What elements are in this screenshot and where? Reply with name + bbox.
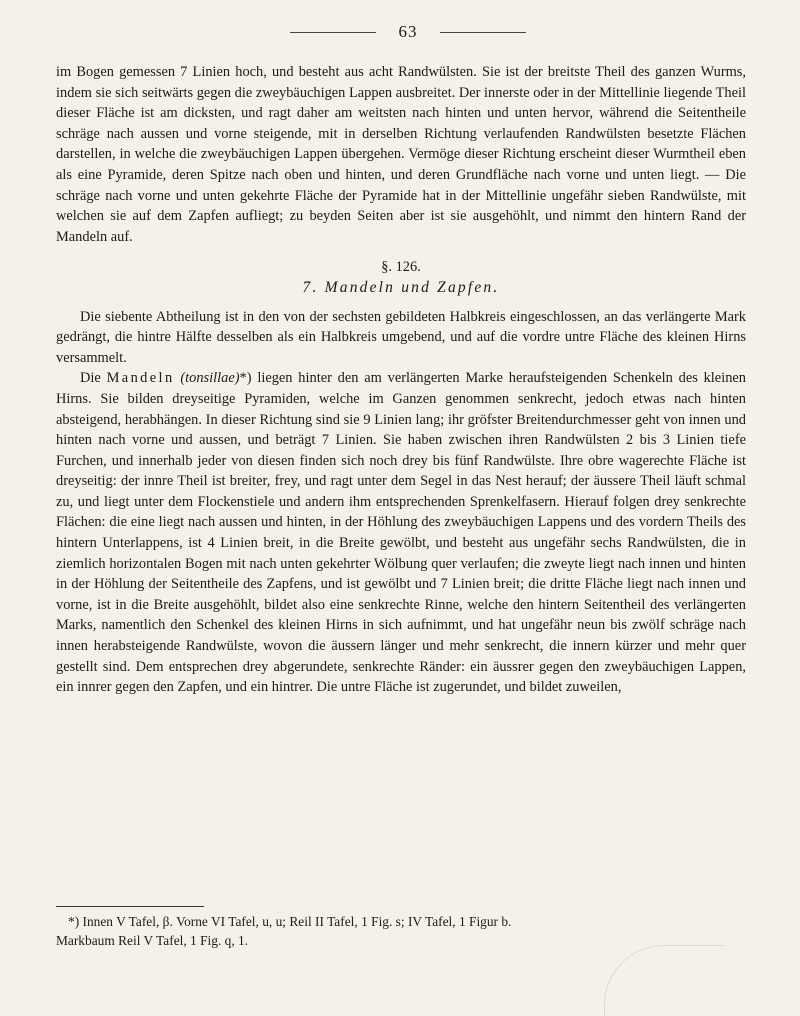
footnote-line-1: *) Innen V Tafel, β. Vorne VI Tafel, u, u; Reil II Tafel, 1 Fig. s; IV Tafel, 1 Figur b. [68,914,512,929]
paper-stain [604,945,725,1016]
paragraph-mandeln-body: *) liegen hinter den am verlängerten Marke heraufsteigenden Schenkeln des kleinen Hirns. Sie bilden dreyseitige Pyramiden, welche im Ganzen genommen senkrecht, jedoch etwas nach hinten absteigend, herabhängen. In dieser Richtung sind sie 9 Linien lang; ihr gröfster Breitendurchmesser geht von innen und hinten nach vorne und aussen, und beträgt 7 Linien. Sie haben zwischen ihren Randwülsten 2 bis 3 Linien tiefe Furchen, und innerhalb jeder von diesen finden sich noch drey bis fünf Randwülste. Ihre obre wagerechte Fläche ist dreyseitig: der innre Theil ist breiter, frey, und ragt unter dem Segel in das Nest herauf; der äussere Theil läuft schmal zu, und liegt unter dem Flockenstiele und andern ihm entsprechenden Sprenkelfasern. Hierauf folgen drey senkrechte Flächen: die eine liegt nach aussen und hinten, in der Höhlung des zweybäuchigen Lappens und des vordern Theils des hintern Unterlappens, ist 4 Linien breit, in die Breite gewölbt, und besteht aus ungefähr sechs Randwülsten, die in ziemlich horizontalen Bogen mit nach unten gekehrter Wölbung quer verlaufen; die zweyte liegt nach innen und hinten in der Höhlung der Seitentheile des Zapfens, und ist gewölbt und 7 Linien breit; die dritte Fläche liegt nach innen und vorne, ist in die Breite ausgehöhlt, bildet also eine senkrechte Rinne, welche den hintern Seitentheil des verlängerten Marks, namentlich den Schenkel des kleinen Hirns in sich aufnimmt, und hat ungefähr neun bis zwölf schräge nach innen herabsteigende Randwülste, wovon die äussern länger und mehr senkrecht, die innern kürzer und mehr quer gestellt sind. Dem entsprechen drey abgerundete, senkrechte Ränder: ein äussrer gegen den zweybäuchigen Lappen, ein innrer gegen den Zapfen, und ein hintrer. Die untre Fläche ist zugerundet, und bildet zuweilen, [56,370,746,696]
term-mandeln: Mandeln [106,370,175,387]
section-number: §. 126. [381,259,421,276]
paragraph-continuation: im Bogen gemessen 7 Linien hoch, und besteht aus acht Randwülsten. Sie ist der breitste Theil des ganzen Wurms, indem sie sich seitwärts gegen die zweybäuchigen Lappen ausbreitet. Der innerste oder in der Mittellinie liegende Theil dieser Fläche ist am dicksten, und ragt daher am weitsten nach hinten und unten hervor, während die Seitentheile schräge nach aussen und vorne steigende, mit in derselben Richtung verlaufenden Randwülsten besetzte Flächen darstellen, in welche die zweybäuchigen Lappen übergehen. Vermöge dieser Richtung erscheint dieser Wurmtheil eben als eine Pyramide, deren Spitze nach oben und hinten, und deren Grundfläche nach vorne und unten liegt. — Die schräge nach vorne und unten gekehrte Fläche der Pyramide hat in der Mittellinie ungefähr sieben Randwülste, mit welchen sie auf dem Zapfen aufliegt; zu beyden Seiten aber ist sie ausgehöhlt, und nimmt den hintern Rand der Mandeln auf. [56,64,746,245]
footnote [56,912,746,950]
footnote-separator [56,906,204,907]
page-header [0,20,800,44]
latin-term: (tonsillae) [180,370,240,387]
main-text [56,62,746,698]
header-rule-left [290,32,376,33]
page-number: 63 [398,22,418,41]
footnote-line-2: Markbaum Reil V Tafel, 1 Fig. q, 1. [56,933,249,948]
paragraph-mandeln-lead: Die [80,370,107,387]
header-rule-right [440,32,526,33]
paragraph-mandeln [56,368,746,698]
paragraph-siebente-abtheilung: Die siebente Abtheilung ist in den von der sechsten gebildeten Halbkreis eingeschlossen, an das verlängerte Mark gedrängt, die hintre Hälfte desselben als ein Halbkreis umgebend, und auf die vordre untre Fläche des kleinen Hirns versammelt. [56,308,746,366]
section-title: 7. Mandeln und Zapfen. [302,278,500,296]
